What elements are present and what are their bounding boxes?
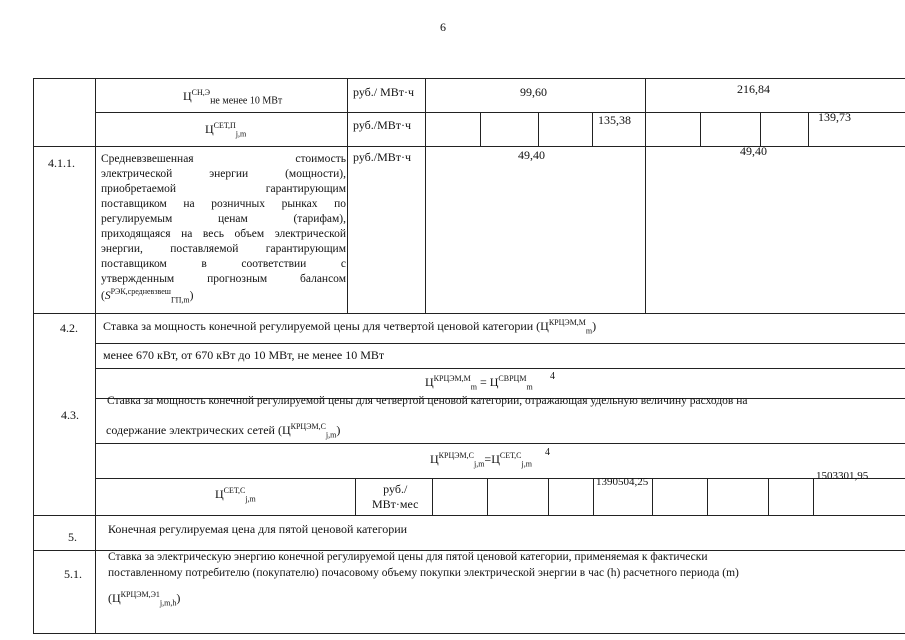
- row-4-1-1-unit: руб./МВт·ч: [353, 150, 412, 164]
- row-4-2-footnote: 4: [550, 371, 555, 382]
- row-4-3-footnote: 4: [545, 447, 550, 458]
- c-sn-value-1: 99,60: [520, 85, 547, 99]
- c-sn-label: $Ц^{СН,Э}_{не менее 10 МВт}$: [183, 88, 283, 107]
- row-4-3-title-line-2: содержание электрических сетей $(Ц^{КРЦЭМ,С}_{j,m})$: [106, 422, 341, 440]
- c-sn-value-2: 216,84: [737, 82, 770, 96]
- row-4-3-data-label: $Ц^{СЕТ,С}_{j,m}$: [215, 486, 256, 504]
- c-set-value-1: 135,38: [598, 113, 631, 127]
- row-4-2-formula: $Ц^{КРЦЭМ,М}_m = Ц^{СВРЦМ}_m$: [425, 374, 533, 392]
- row-4-3-number: 4.3.: [61, 408, 79, 422]
- page-number: 6: [440, 20, 446, 34]
- c-set-value-2: 139,73: [818, 110, 851, 124]
- row-5-number: 5.: [68, 530, 77, 544]
- row-5-title: Конечная регулируемая цена для пятой ценовой категории: [108, 522, 408, 536]
- row-5-1-title-line-1: Ставка за электрическую энергию конечной регулируемой цены для пятой ценовой категории, применяемая к фактически: [108, 551, 708, 563]
- row-4-3-value-2: 1503301,95: [816, 470, 869, 482]
- row-4-1-1-description: Средневзвешенная стоимость электрической энергии (мощности), приобретаемой гарантирующим поставщиком на розничных рынках по регулируемым ценам (тарифам), приходящаяся на весь объем электрической энергии, поставляемой гарантирующим поставщиком в соответствии с утвержденным прогнозным балансом $(S^{РЭК,средневзвеш}_{ГП,m})$: [101, 153, 346, 305]
- row-5-1-symbol: $(Ц^{КРЦЭМ,Э1}_{j,m,h})$: [108, 590, 181, 608]
- row-4-2-number: 4.2.: [60, 321, 78, 335]
- row-4-1-1-value-1: 49,40: [518, 148, 545, 162]
- c-set-unit: руб./МВт·ч: [353, 118, 412, 132]
- row-5-1-number: 5.1.: [64, 567, 82, 581]
- row-4-2-title: Ставка за мощность конечной регулируемой цены для четвертой ценовой категории $(Ц^{КРЦЭМ,М}_m)$: [103, 318, 597, 336]
- c-set-label: $Ц^{СЕТ,П}_{j,m}$: [205, 121, 247, 139]
- row-4-3-value-1: 1390504,25: [596, 476, 649, 488]
- row-4-3-unit: руб./ МВт·мес: [372, 482, 419, 511]
- row-5-1-title-line-2: поставленному потребителю (покупателю) почасовому объему покупки электрической энергии в час (h) расчетного периода (m): [108, 567, 739, 579]
- row-4-3-title-line-1: Ставка за мощность конечной регулируемой цены для четвертой ценовой категории, отражающая удельную величину расходов на: [107, 395, 748, 407]
- row-4-1-1-number: 4.1.1.: [48, 156, 75, 170]
- row-4-3-formula: $Ц^{КРЦЭМ,С}_{j,m}=Ц^{СЕТ,С}_{j,m}$: [430, 451, 532, 469]
- row-4-1-1-value-2: 49,40: [740, 144, 767, 158]
- c-sn-unit: руб./ МВт·ч: [353, 85, 415, 99]
- row-4-2-power-ranges: менее 670 кВт, от 670 кВт до 10 МВт, не менее 10 МВт: [103, 348, 385, 362]
